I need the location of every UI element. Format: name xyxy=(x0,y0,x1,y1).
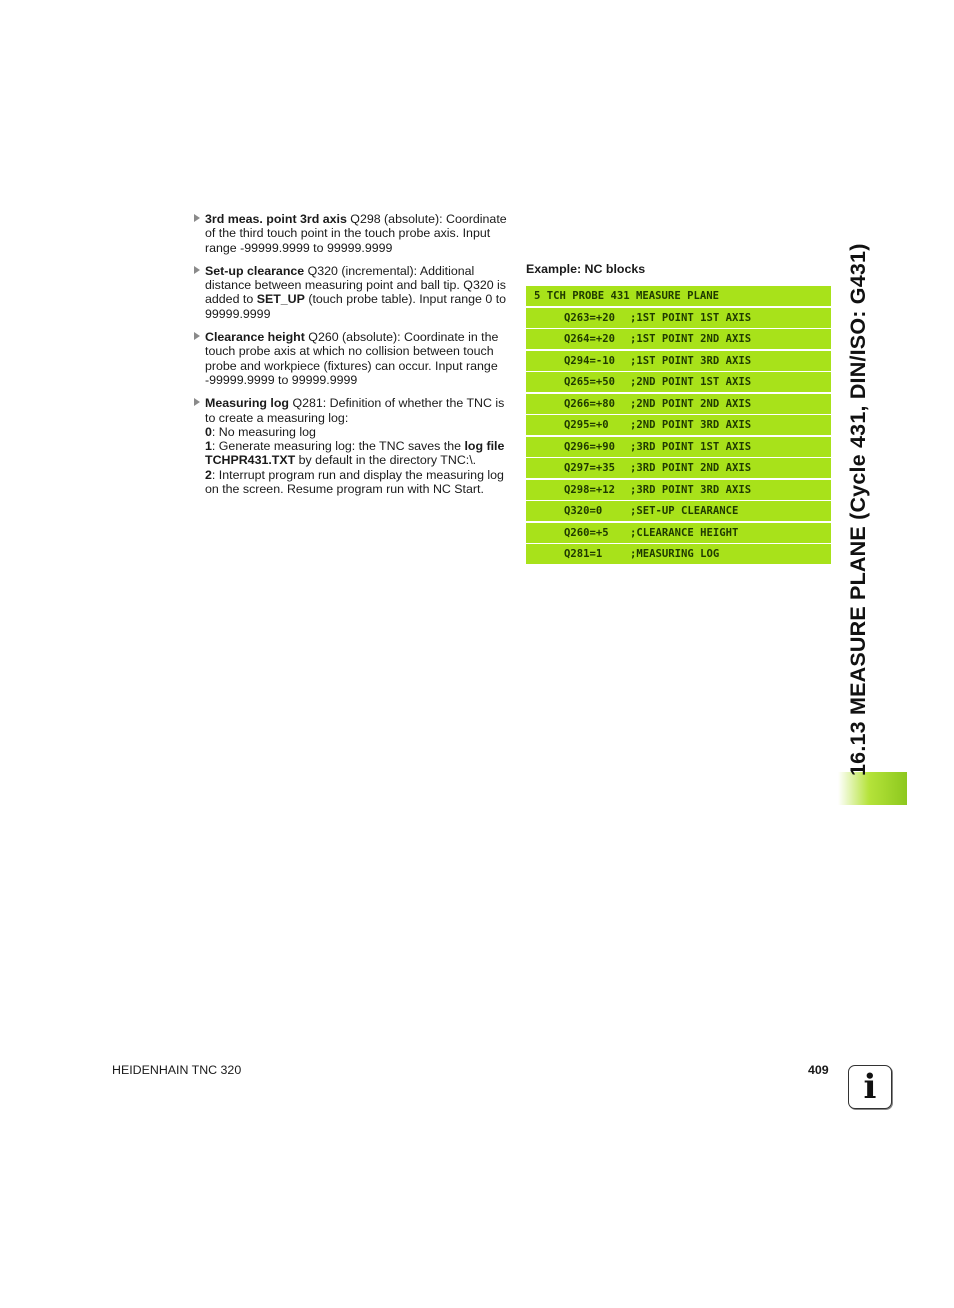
nc-param-comment: ;3RD POINT 1ST AXIS xyxy=(630,440,752,453)
nc-block-row xyxy=(526,437,831,457)
nc-param-code: Q265=+50 xyxy=(564,376,616,388)
nc-block-row xyxy=(526,501,831,521)
nc-block-list xyxy=(526,286,831,566)
nc-param-code: Q320=0 xyxy=(564,505,603,517)
param-q298 xyxy=(193,212,507,255)
nc-param-code: Q281=1 xyxy=(564,548,603,560)
nc-block-row xyxy=(526,480,831,500)
bullet-arrow-icon xyxy=(194,398,200,406)
bullet-arrow-icon xyxy=(194,266,200,274)
nc-block-row xyxy=(526,415,831,435)
param-q320 xyxy=(193,264,507,321)
nc-param-code: Q298=+12 xyxy=(564,483,616,496)
example-title: Example: NC blocks xyxy=(526,262,646,276)
nc-param-comment: ;1ST POINT 1ST AXIS xyxy=(630,311,752,324)
nc-param-code: Q297=+35 xyxy=(564,462,616,474)
nc-block-row xyxy=(526,372,831,392)
nc-param-comment: ;3RD POINT 3RD AXIS xyxy=(630,483,752,496)
nc-block-line: 5 TCH PROBE 431 MEASURE PLANE xyxy=(534,290,719,302)
nc-param-code: Q296=+90 xyxy=(564,440,616,453)
param-name: 3rd meas. point 3rd axis xyxy=(205,212,347,226)
nc-block-row xyxy=(526,351,831,371)
nc-param-comment: ;3RD POINT 2ND AXIS xyxy=(630,462,752,474)
nc-block-row xyxy=(526,308,831,328)
param-description: Q298 (absolute): Coordinate of the third touch point in the touch probe axis. Input range -99999.9999 to 99999.9999 xyxy=(205,212,507,255)
nc-param-comment: ;2ND POINT 3RD AXIS xyxy=(630,419,752,431)
bullet-arrow-icon xyxy=(194,214,200,222)
nc-block-row xyxy=(526,329,831,349)
chapter-side-title: 16.13 MEASURE PLANE (Cycle 431, DIN/ISO: G431) xyxy=(846,243,870,776)
param-name: Set-up clearance xyxy=(205,263,305,278)
param-description: Q281: Definition of whether the TNC is to create a measuring log: xyxy=(205,396,505,425)
nc-param-comment: ;1ST POINT 3RD AXIS xyxy=(630,354,752,367)
nc-param-code: Q266=+80 xyxy=(564,397,616,410)
nc-param-code: Q263=+20 xyxy=(564,311,616,324)
option-1: 1: Generate measuring log: the TNC saves the log file TCHPR431.TXT by default in the directory TNC:\. xyxy=(205,439,505,468)
param-name: Measuring log xyxy=(205,396,289,411)
nc-param-comment: ;CLEARANCE HEIGHT xyxy=(630,526,739,539)
bullet-arrow-icon xyxy=(194,332,200,340)
param-keyword: SET_UP xyxy=(256,292,305,307)
nc-block-row xyxy=(526,286,831,306)
parameter-list xyxy=(193,212,507,505)
option-2: 2: Interrupt program run and display the measuring log on the screen. Resume program run with NC Start. xyxy=(205,467,504,497)
param-description: Q320 (incremental): Additional distance between measuring point and ball tip. Q320 is added to xyxy=(205,263,507,307)
param-description-tail: (touch probe table). Input range 0 to 99999.9999 xyxy=(205,292,507,321)
nc-block-row xyxy=(526,544,831,564)
param-q260 xyxy=(193,330,507,387)
chapter-tab xyxy=(838,772,907,805)
info-icon: i xyxy=(848,1065,892,1109)
nc-param-code: Q295=+0 xyxy=(564,419,609,431)
footer-product: HEIDENHAIN TNC 320 xyxy=(112,1063,242,1077)
param-description: Q260 (absolute): Coordinate in the touch probe axis at which no collision between touch probe and workpiece (fixtures) can occur. Input range -99999.9999 to 99999.9999 xyxy=(205,330,499,387)
nc-param-comment: ;1ST POINT 2ND AXIS xyxy=(630,333,752,345)
nc-param-comment: ;2ND POINT 1ST AXIS xyxy=(630,376,752,388)
nc-param-comment: ;SET-UP CLEARANCE xyxy=(630,505,739,517)
nc-block-row xyxy=(526,523,831,543)
nc-param-comment: ;MEASURING LOG xyxy=(630,548,720,560)
page-number: 409 xyxy=(808,1063,829,1077)
param-name: Clearance height xyxy=(205,330,305,345)
nc-param-code: Q260=+5 xyxy=(564,526,609,539)
nc-block-row xyxy=(526,458,831,478)
param-q281 xyxy=(193,396,507,496)
option-0: 0: No measuring log xyxy=(205,424,316,439)
nc-param-code: Q294=-10 xyxy=(564,354,616,367)
nc-block-row xyxy=(526,394,831,414)
nc-param-code: Q264=+20 xyxy=(564,333,616,345)
nc-param-comment: ;2ND POINT 2ND AXIS xyxy=(630,397,752,410)
